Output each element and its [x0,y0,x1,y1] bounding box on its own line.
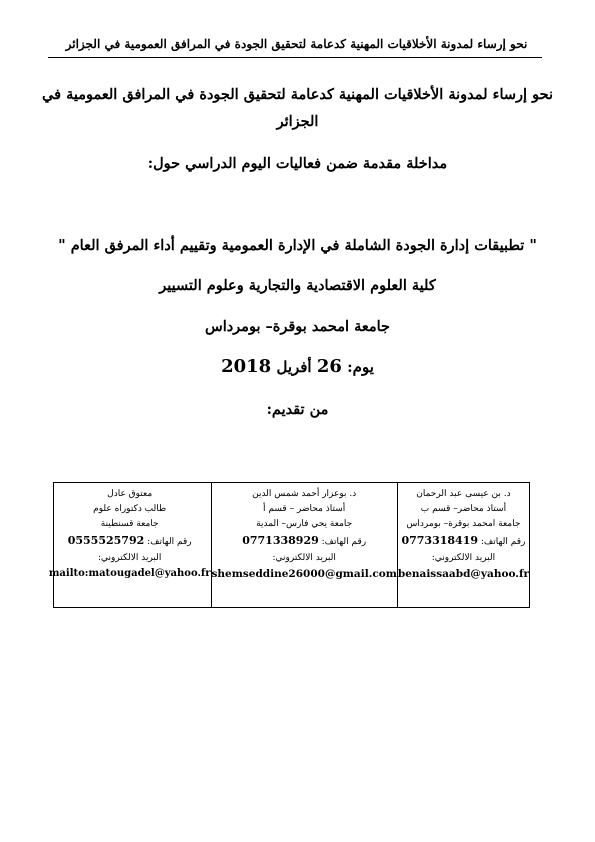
email-label: البريد الالكتروني: [97,553,162,563]
author-position: أستاذ محاضر– قسم ب [420,504,507,514]
author-name: د. بوعزار أحمد شمس الدين [252,489,357,499]
author-university: جامعة يحي فارس– المدية [256,519,353,529]
author-phone-line [212,532,397,550]
date-day: 26 [316,356,342,377]
date-year: 2018 [221,356,272,377]
author-card [397,483,529,607]
author-phone-line [49,532,211,550]
subtitle: مداخلة مقدمة ضمن فعاليات اليوم الدراسي حول: [147,155,448,172]
event-date [40,356,555,377]
author-university: جامعة قسنطينة [100,519,159,529]
phone-number: 0555525792 [67,534,145,547]
author-phone-line [398,532,529,550]
paper-title-line-2: الجزائر [276,113,319,130]
author-card [49,483,211,607]
author-position: أستاذ محاضر – قسم أ [263,504,346,514]
running-header: نحو إرساء لمدونة الأخلاقيات المهنية كدعامة لتحقيق الجودة في المرافق العمومية في الجزائر [65,37,528,51]
date-label: يوم: [347,358,374,376]
email-address[interactable]: mailto:matougadel@yahoo.fr [48,568,211,579]
email-address[interactable]: shemseddine26000@gmail.com [211,568,397,580]
author-university: جامعة امحمد بوقرة– بومرداس [406,519,521,529]
presented-by-label: من تقديم: [266,401,329,418]
authors-table [48,482,530,608]
author-name: معتوق عادل [107,489,153,499]
faculty-name: كلية العلوم الاقتصادية والتجارية وعلوم التسيير [159,277,436,294]
author-position: طالب دكتوراه علوم [93,504,167,514]
email-label: البريد الالكتروني: [431,553,496,563]
email-label: البريد الالكتروني: [272,553,336,563]
paper-title-line-1: نحو إرساء لمدونة الأخلاقيات المهنية كدعامة لتحقيق الجودة في المرافق العمومية في [42,86,553,103]
university-name: جامعة امحمد بوقرة– بومرداس [205,318,390,335]
date-month: أفريل [276,358,312,376]
study-day-title: " تطبيقات إدارة الجودة الشاملة في الإدارة العمومية وتقييم أداء المرفق العام " [58,237,537,254]
phone-number: 0771338929 [242,534,319,547]
header-rule [48,57,542,58]
phone-label: رقم الهاتف: [480,537,526,547]
author-card [211,483,397,607]
phone-number: 0773318419 [401,534,479,547]
email-address[interactable]: benaissaabd@yahoo.fr [397,568,529,580]
phone-label: رقم الهاتف: [321,537,367,547]
author-name: د. بن عيسى عبد الرحمان [416,489,511,499]
phone-label: رقم الهاتف: [147,537,192,547]
